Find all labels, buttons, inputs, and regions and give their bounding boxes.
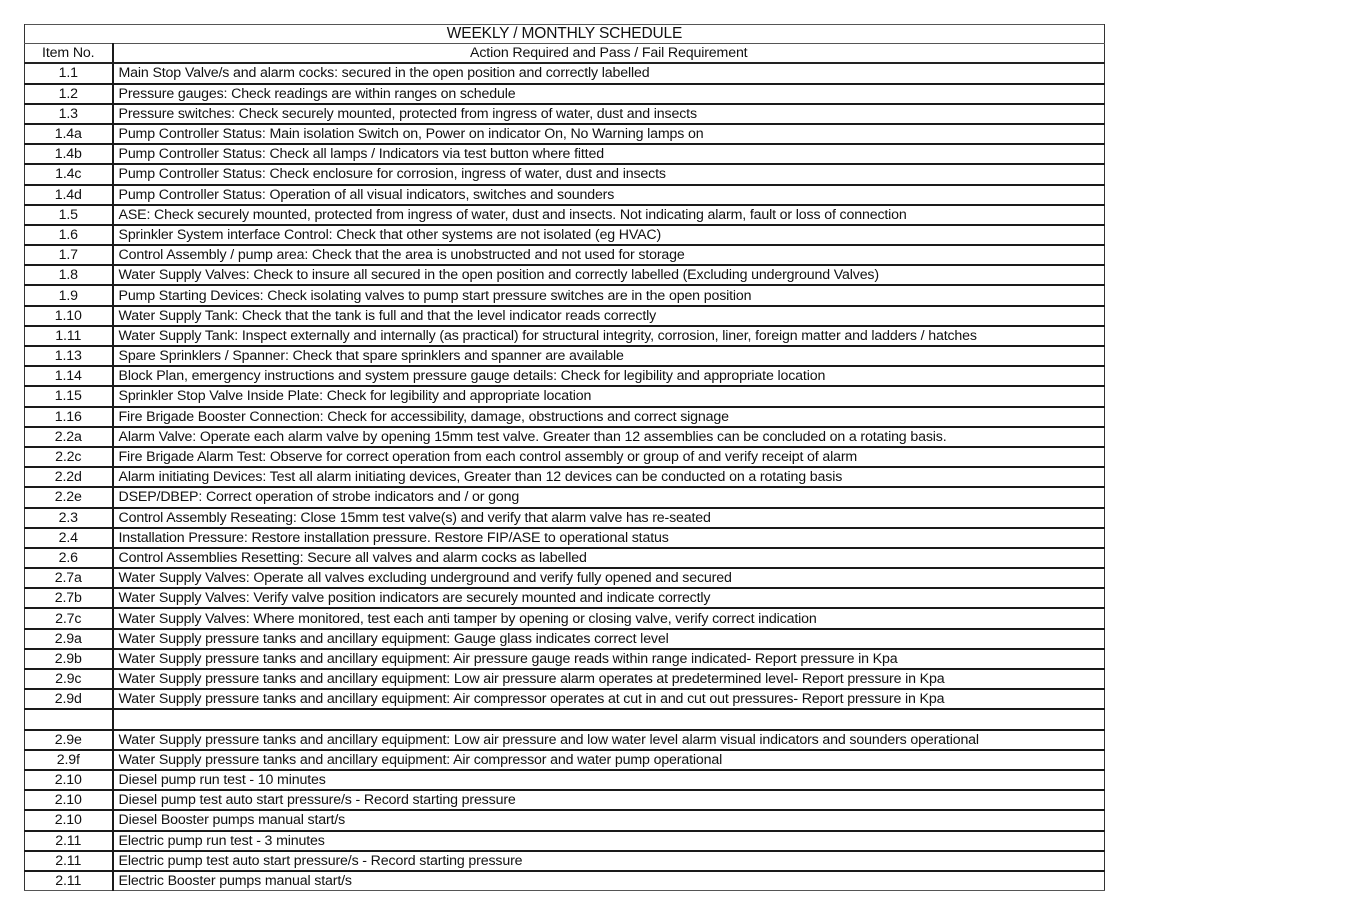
action-requirement-cell: Pump Starting Devices: Check isolating valves to pump start pressure switches are in the open position	[113, 285, 1105, 305]
action-requirement-cell: Pressure switches: Check securely mounted, protected from ingress of water, dust and insects	[113, 104, 1105, 124]
item-number-cell: 2.7c	[25, 608, 113, 628]
action-requirement-cell: Electric pump run test - 3 minutes	[113, 831, 1105, 851]
action-requirement-cell: Alarm initiating Devices: Test all alarm initiating devices, Greater than 12 devices can be conducted on a rotating basis	[113, 467, 1105, 487]
action-requirement-cell: Water Supply Valves: Where monitored, test each anti tamper by opening or closing valve, verify correct indication	[113, 608, 1105, 628]
item-number-cell: 2.9c	[25, 669, 113, 689]
action-requirement-cell: Alarm Valve: Operate each alarm valve by opening 15mm test valve. Greater than 12 assemblies can be concluded on a rotating basis.	[113, 427, 1105, 447]
action-requirement-cell: Water Supply pressure tanks and ancillary equipment: Low air pressure and low water level alarm visual indicators and sounders operational	[113, 730, 1105, 750]
item-number-cell: 1.11	[25, 326, 113, 346]
table-row	[25, 810, 1105, 830]
table-row	[25, 225, 1105, 245]
table-row	[25, 245, 1105, 265]
action-requirement-cell: Pump Controller Status: Check all lamps / Indicators via test button where fitted	[113, 144, 1105, 164]
table-row	[25, 447, 1105, 467]
action-requirement-cell: Spare Sprinklers / Spanner: Check that spare sprinklers and spanner are available	[113, 346, 1105, 366]
item-number-cell: 1.9	[25, 285, 113, 305]
item-number-cell: 2.4	[25, 528, 113, 548]
item-number-cell: 2.10	[25, 810, 113, 830]
table-row	[25, 750, 1105, 770]
schedule-title: WEEKLY / MONTHLY SCHEDULE	[25, 25, 1105, 44]
action-requirement-cell: Water Supply pressure tanks and ancillary equipment: Gauge glass indicates correct level	[113, 629, 1105, 649]
header-row	[25, 44, 1105, 64]
column-header-item-no: Item No.	[25, 44, 113, 64]
table-row	[25, 306, 1105, 326]
item-number-cell: 2.11	[25, 871, 113, 891]
table-row	[25, 407, 1105, 427]
action-requirement-cell: Pressure gauges: Check readings are within ranges on schedule	[113, 84, 1105, 104]
table-row	[25, 63, 1105, 83]
action-requirement-cell: Fire Brigade Booster Connection: Check for accessibility, damage, obstructions and correct signage	[113, 407, 1105, 427]
action-requirement-cell: Water Supply Tank: Inspect externally and internally (as practical) for structural integrity, corrosion, liner, foreign matter and ladders / hatches	[113, 326, 1105, 346]
table-row	[25, 831, 1105, 851]
action-requirement-cell: Diesel Booster pumps manual start/s	[113, 810, 1105, 830]
action-requirement-cell	[113, 709, 1105, 729]
item-number-cell: 1.8	[25, 265, 113, 285]
table-row	[25, 326, 1105, 346]
action-requirement-cell: Water Supply Valves: Operate all valves excluding underground and verify fully opened and secured	[113, 568, 1105, 588]
item-number-cell: 2.9b	[25, 649, 113, 669]
table-row	[25, 790, 1105, 810]
table-row	[25, 164, 1105, 184]
action-requirement-cell: Control Assembly Reseating: Close 15mm test valve(s) and verify that alarm valve has re-seated	[113, 508, 1105, 528]
item-number-cell: 2.9a	[25, 629, 113, 649]
action-requirement-cell: Electric pump test auto start pressure/s - Record starting pressure	[113, 851, 1105, 871]
column-header-action: Action Required and Pass / Fail Requirement	[113, 44, 1105, 64]
action-requirement-cell: Pump Controller Status: Operation of all visual indicators, switches and sounders	[113, 185, 1105, 205]
item-number-cell: 1.6	[25, 225, 113, 245]
action-requirement-cell: Sprinkler System interface Control: Check that other systems are not isolated (eg HVAC)	[113, 225, 1105, 245]
table-row	[25, 608, 1105, 628]
action-requirement-cell: Electric Booster pumps manual start/s	[113, 871, 1105, 891]
table-row	[25, 104, 1105, 124]
action-requirement-cell: Control Assemblies Resetting: Secure all valves and alarm cocks as labelled	[113, 548, 1105, 568]
item-number-cell: 2.9d	[25, 689, 113, 709]
item-number-cell: 1.1	[25, 63, 113, 83]
table-row	[25, 689, 1105, 709]
item-number-cell: 1.16	[25, 407, 113, 427]
table-row	[25, 770, 1105, 790]
table-row	[25, 427, 1105, 447]
item-number-cell: 2.9e	[25, 730, 113, 750]
item-number-cell: 2.7a	[25, 568, 113, 588]
item-number-cell: 1.4b	[25, 144, 113, 164]
blank-row	[25, 709, 1105, 729]
action-requirement-cell: Water Supply Valves: Verify valve position indicators are securely mounted and indicate correctly	[113, 588, 1105, 608]
action-requirement-cell: ASE: Check securely mounted, protected from ingress of water, dust and insects. Not indicating alarm, fault or loss of connection	[113, 205, 1105, 225]
item-number-cell: 2.2e	[25, 487, 113, 507]
schedule-table	[24, 24, 1105, 891]
table-row	[25, 871, 1105, 891]
action-requirement-cell: Fire Brigade Alarm Test: Observe for correct operation from each control assembly or group of and verify receipt of alarm	[113, 447, 1105, 467]
item-number-cell: 1.2	[25, 84, 113, 104]
table-row	[25, 366, 1105, 386]
table-row	[25, 144, 1105, 164]
action-requirement-cell: Main Stop Valve/s and alarm cocks: secured in the open position and correctly labelled	[113, 63, 1105, 83]
item-number-cell: 1.3	[25, 104, 113, 124]
item-number-cell: 2.6	[25, 548, 113, 568]
action-requirement-cell: Water Supply pressure tanks and ancillary equipment: Low air pressure alarm operates at predetermined level- Report pressure in Kpa	[113, 669, 1105, 689]
table-row	[25, 588, 1105, 608]
table-row	[25, 265, 1105, 285]
table-row	[25, 669, 1105, 689]
item-number-cell: 2.2c	[25, 447, 113, 467]
item-number-cell: 1.14	[25, 366, 113, 386]
item-number-cell: 2.11	[25, 831, 113, 851]
action-requirement-cell: Block Plan, emergency instructions and system pressure gauge details: Check for legibility and appropriate location	[113, 366, 1105, 386]
table-row	[25, 84, 1105, 104]
item-number-cell: 2.11	[25, 851, 113, 871]
item-number-cell: 1.4c	[25, 164, 113, 184]
item-number-cell: 1.4a	[25, 124, 113, 144]
table-row	[25, 185, 1105, 205]
action-requirement-cell: Pump Controller Status: Check enclosure for corrosion, ingress of water, dust and insects	[113, 164, 1105, 184]
table-row	[25, 548, 1105, 568]
table-row	[25, 649, 1105, 669]
action-requirement-cell: Sprinkler Stop Valve Inside Plate: Check for legibility and appropriate location	[113, 386, 1105, 406]
table-row	[25, 508, 1105, 528]
item-number-cell: 2.2a	[25, 427, 113, 447]
item-number-cell: 2.10	[25, 790, 113, 810]
table-row	[25, 124, 1105, 144]
action-requirement-cell: Control Assembly / pump area: Check that the area is unobstructed and not used for storage	[113, 245, 1105, 265]
action-requirement-cell: Water Supply pressure tanks and ancillary equipment: Air compressor operates at cut in and cut out pressures- Report pressure in Kpa	[113, 689, 1105, 709]
schedule-table-body	[25, 25, 1105, 891]
table-row	[25, 205, 1105, 225]
table-row	[25, 487, 1105, 507]
table-row	[25, 386, 1105, 406]
table-row	[25, 568, 1105, 588]
table-row	[25, 629, 1105, 649]
action-requirement-cell: Installation Pressure: Restore installation pressure. Restore FIP/ASE to operational status	[113, 528, 1105, 548]
title-row	[25, 25, 1105, 44]
item-number-cell: 1.5	[25, 205, 113, 225]
item-number-cell: 1.4d	[25, 185, 113, 205]
item-number-cell: 1.10	[25, 306, 113, 326]
item-number-cell: 2.10	[25, 770, 113, 790]
item-number-cell: 2.9f	[25, 750, 113, 770]
action-requirement-cell: Water Supply pressure tanks and ancillary equipment: Air pressure gauge reads within range indicated- Report pressure in Kpa	[113, 649, 1105, 669]
table-row	[25, 528, 1105, 548]
item-number-cell: 1.13	[25, 346, 113, 366]
action-requirement-cell: Water Supply Tank: Check that the tank is full and that the level indicator reads correctly	[113, 306, 1105, 326]
action-requirement-cell: Water Supply pressure tanks and ancillary equipment: Air compressor and water pump operational	[113, 750, 1105, 770]
item-number-cell: 2.2d	[25, 467, 113, 487]
action-requirement-cell: Diesel pump run test - 10 minutes	[113, 770, 1105, 790]
item-number-cell	[25, 709, 113, 729]
table-row	[25, 346, 1105, 366]
item-number-cell: 2.3	[25, 508, 113, 528]
action-requirement-cell: Water Supply Valves: Check to insure all secured in the open position and correctly labelled (Excluding underground Valves)	[113, 265, 1105, 285]
action-requirement-cell: DSEP/DBEP: Correct operation of strobe indicators and / or gong	[113, 487, 1105, 507]
item-number-cell: 1.7	[25, 245, 113, 265]
action-requirement-cell: Pump Controller Status: Main isolation Switch on, Power on indicator On, No Warning lamps on	[113, 124, 1105, 144]
item-number-cell: 1.15	[25, 386, 113, 406]
action-requirement-cell: Diesel pump test auto start pressure/s - Record starting pressure	[113, 790, 1105, 810]
item-number-cell: 2.7b	[25, 588, 113, 608]
table-row	[25, 467, 1105, 487]
table-row	[25, 285, 1105, 305]
table-row	[25, 851, 1105, 871]
table-row	[25, 730, 1105, 750]
